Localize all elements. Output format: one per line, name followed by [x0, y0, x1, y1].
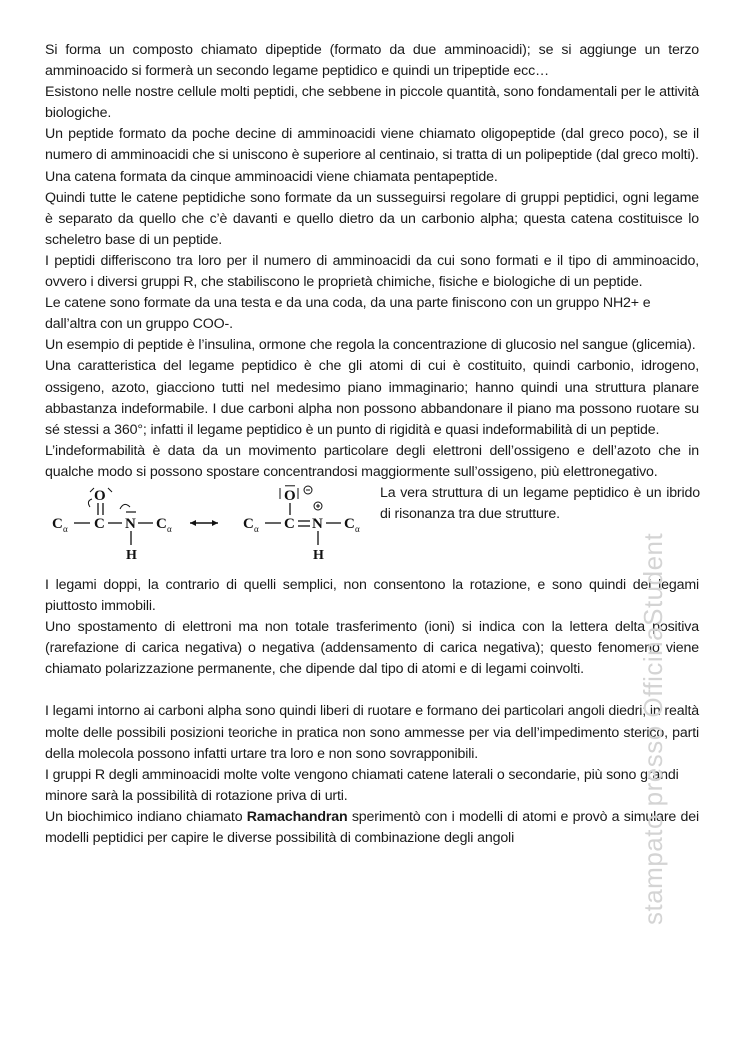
- svg-text:H: H: [313, 547, 324, 563]
- svg-text:α: α: [167, 523, 172, 534]
- ramachandran-name: Ramachandran: [246, 808, 348, 825]
- paragraph-double-bonds: I legami doppi, la contrario di quelli semplici, non consentono la rotazione, e sono quindi dei legami piuttosto immobili.: [45, 576, 699, 615]
- document-page: [45, 40, 699, 849]
- left-resonance-structure: [52, 488, 172, 563]
- paragraph-polarization: Uno spostamento di elettroni ma non totale trasferimento (ioni) si indica con la lettera delta positiva (rarefazione di carica negativa) o negativa (addensamento di carica negativa); questo fenomeno viene chiamato polarizzazione permanente, che dipende dal tipo di atomi e di legami coinvolti.: [45, 619, 699, 678]
- figure-caption: La vera struttura di un legame peptidico è un ibrido di risonanza tra due strutture.: [380, 484, 700, 523]
- svg-text:C: C: [156, 515, 167, 532]
- svg-text:C: C: [284, 515, 295, 532]
- paragraph-peptide-differences: I peptidi differiscono tra loro per il numero di amminoacidi da cui sono formati e il tipo di amminoacido, ovvero i diversi gruppi R, che stabiliscono le proprietà chimiche, fisiche e biologiche di un peptide.: [45, 252, 699, 291]
- svg-text:N: N: [312, 515, 323, 532]
- svg-text:C: C: [52, 515, 63, 532]
- svg-text:α: α: [63, 523, 68, 534]
- svg-text:α: α: [254, 523, 259, 534]
- paragraph-indeformability: L’indeformabilità è data da un movimento particolare degli elettroni dell’ossigeno e dell’azoto che in qualche modo si possono spostare concentrandosi maggiormente sull’ossigeno, più elettronegativo.: [45, 442, 699, 480]
- svg-text:α: α: [355, 523, 360, 534]
- paragraph-dihedral-angles: I legami intorno ai carboni alpha sono quindi liberi di ruotare e formano dei particolari angoli diedri; in realtà molte delle possibili posizioni teoriche in pratica non sono ammesse per via dell’impedimento sterico, parti della molecola possono infatti urtare tra loro e non sono sovrapponibili.: [45, 703, 699, 762]
- paragraph-oligopeptide: Un peptide formato da poche decine di amminoacidi viene chiamato oligopeptide (dal greco poco), se il numero di amminoacidi che si uniscono è superiore al centinaio, si tratta di un polipeptide (dal greco molti).: [45, 126, 699, 164]
- paragraph-pentapeptide: Una catena formata da cinque amminoacidi viene chiamata pentapeptide.: [45, 168, 498, 185]
- right-resonance-structure: [243, 486, 360, 563]
- paragraph-insulin: Un esempio di peptide è l’insulina, ormone che regola la concentrazione di glucosio nel sangue (glicemia).: [45, 337, 696, 354]
- svg-text:C: C: [344, 515, 355, 532]
- svg-text:C: C: [94, 515, 105, 532]
- paragraph-dipeptide: Si forma un composto chiamato dipeptide (formato da due amminoacidi); se si aggiunge un terzo amminoacido si formerà un secondo legame peptidico e quindi un tripeptide ecc…: [45, 42, 699, 80]
- paragraph-ramachandran: [45, 807, 699, 849]
- paragraph-head-tail: Le catene sono formate da una testa e da una coda, da una parte finiscono con un gruppo NH2+ e dall’altra con un gruppo COO-.: [45, 295, 651, 333]
- watermark: stampato presso OfficinaStudent: [638, 532, 668, 925]
- svg-text:H: H: [126, 547, 137, 563]
- ramachandran-text-after: sperimentò con i modelli di atomi e provò a simulare dei modelli peptidici per capire le diverse possibilità di combinazione degli angoli: [45, 808, 699, 846]
- paragraph-spacer: [45, 680, 699, 701]
- svg-text:O: O: [94, 487, 106, 504]
- peptide-resonance-diagram: [40, 485, 370, 571]
- svg-text:O: O: [284, 487, 296, 504]
- paragraph-planar-bond: Una caratteristica del legame peptidico è che gli atomi di cui è costituito, quindi carbonio, idrogeno, ossigeno, azoto, giacciono tutti nel medesimo piano immaginario; hanno quindi una struttura planare abbastanza indeformabile. I due carboni alpha non possono abbandonare il piano ma possono ruotare su sé stessi a 360°; infatti il legame peptidico è un punto di rigidità e quasi indeformabilità di un peptide.: [45, 358, 699, 438]
- ramachandran-text-before: Un biochimico indiano chiamato: [45, 808, 247, 825]
- svg-text:N: N: [125, 515, 136, 532]
- paragraph-r-groups: I gruppi R degli amminoacidi molte volte vengono chiamati catene laterali o secondarie, più sono grandi minore sarà la possibilità di rotazione priva di urti.: [45, 766, 679, 804]
- resonance-figure-row: [45, 483, 699, 575]
- resonance-arrow-icon: [190, 520, 218, 526]
- paragraph-peptide-chains: Quindi tutte le catene peptidiche sono formate da un susseguirsi regolare di gruppi peptidici, ogni legame è separato da quello che c’è davanti e quello dietro da un carbonio alpha; questa catena costituisce lo scheletro base di un peptide.: [45, 189, 699, 248]
- svg-text:C: C: [243, 515, 254, 532]
- paragraph-peptides-cells: Esistono nelle nostre cellule molti peptidi, che sebbene in piccole quantità, sono fondamentali per le attività biologiche.: [45, 84, 699, 122]
